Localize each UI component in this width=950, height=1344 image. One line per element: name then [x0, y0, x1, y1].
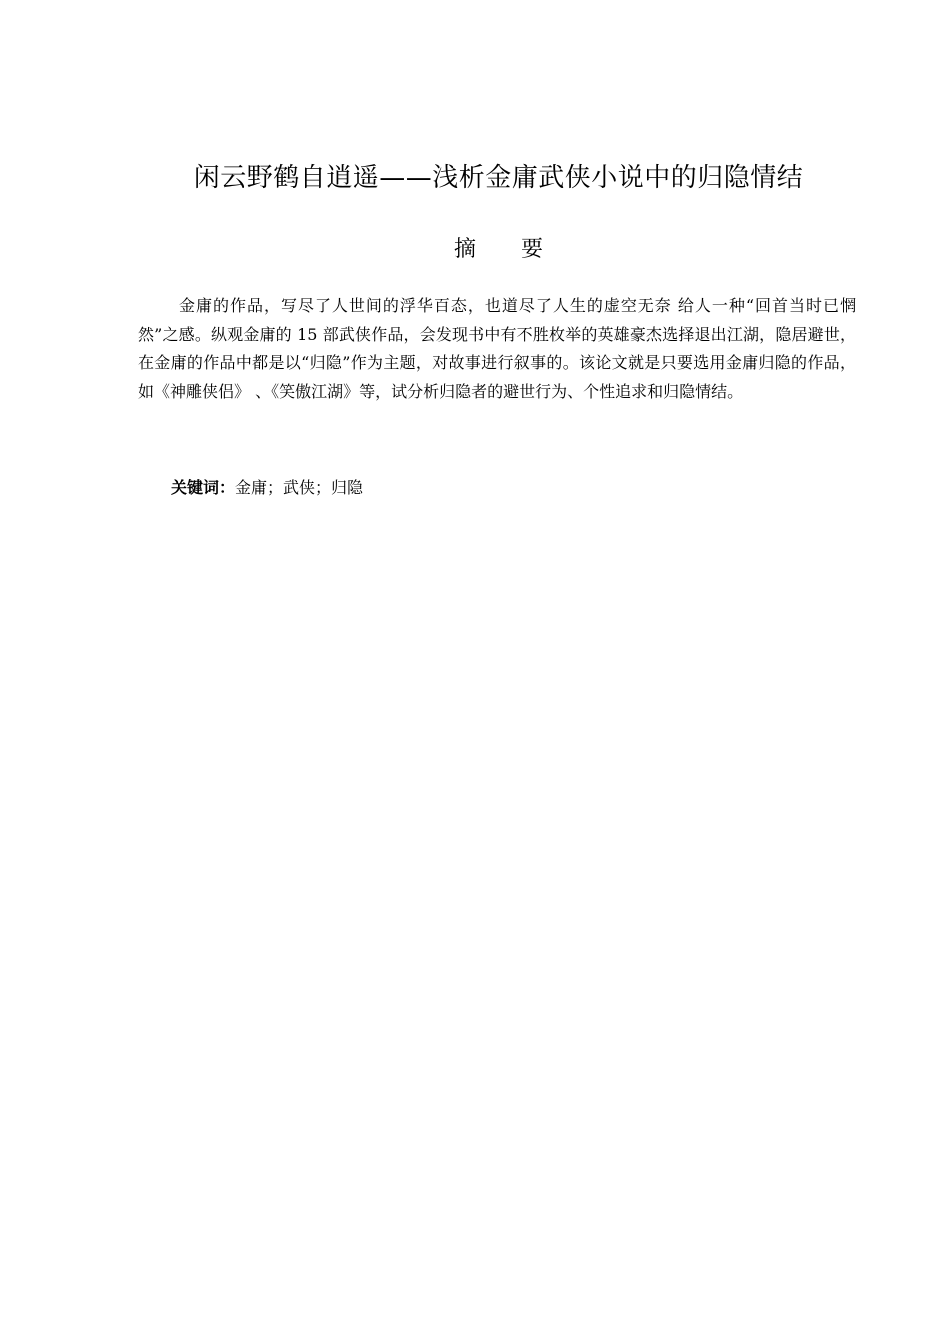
abstract-heading: 摘要: [453, 237, 588, 262]
keywords-label: 关键词：: [171, 478, 236, 497]
keywords-line: [171, 474, 363, 502]
document-title: 闲云野鹤自逍遥——浅析金庸武侠小说中的归隐情结: [193, 163, 804, 193]
abstract-body: 金庸的作品，写尽了人世间的浮华百态，也道尽了人生的虚空无奈 给人一种“回首当时已惘然”之感。纵观金庸的 15 部武侠作品，会发现书中有不胜枚举的英雄豪杰选择退出江湖，隐居避世，在金庸的作品中都是以“归隐”作为主题，对故事进行叙事的。该论文就是只要选用金庸归隐的作品，如《神雕侠侣》 、《笑傲江湖》等，试分析归隐者的避世行为、个性追求和归隐情结。: [138, 296, 856, 401]
keywords-value: 金庸；武侠；归隐: [235, 478, 364, 497]
